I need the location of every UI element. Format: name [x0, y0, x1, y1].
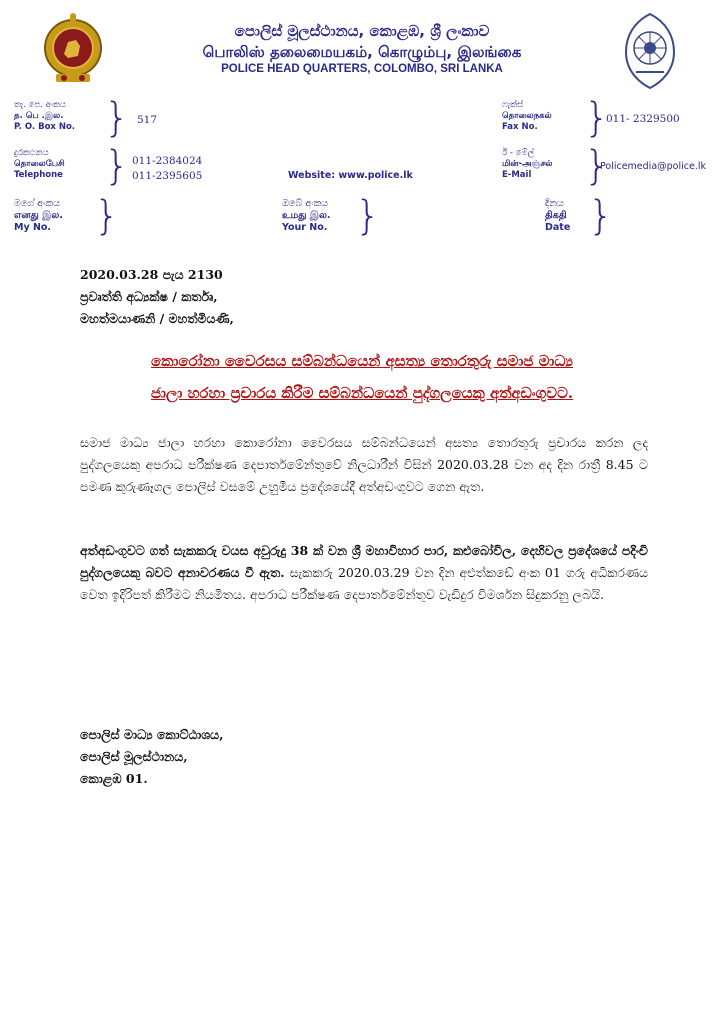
email-bracket: }	[584, 143, 610, 189]
email-value[interactable]: Policemedia@police.lk	[600, 161, 706, 172]
date-bracket: }	[588, 193, 614, 239]
letter-date-line: 2020.03.28 පැය 2130	[80, 267, 223, 282]
paragraph-2-bold: අත්අඩංගුවට ගත් සැකකරු වයස අවුරුදු 38 ක් වන ශ්‍රී මහාවිහාර පාර, කළුබෝවිල, දෙහිවල ප්‍රදේශයේ පදිංචි පුද්ගලයෙකු බවට අනාවරණය වී ඇත.	[80, 543, 648, 580]
your-no-bracket: }	[355, 193, 381, 239]
telephone-value-2: 011-2395605	[132, 170, 203, 182]
header-tamil-name: பொலிஸ் தலைமையகம், கொழும்பு, இலங்கை	[202, 43, 522, 61]
header-sinhala-name: පොලිස් මූලස්ථානය, කොළඹ, ශ්‍රී ලංකාව	[234, 22, 490, 40]
date-label: දිනය திகதி Date	[545, 198, 571, 233]
my-no-label: මගේ අංකය எனது இல. My No.	[14, 198, 63, 233]
telephone-label: දුරකථනය தொலைபேசி Telephone	[14, 148, 65, 180]
fax-value: 011- 2329500	[606, 113, 680, 125]
salutation-line-1: ප්‍රවෘත්ති අධ්‍යක්ෂ / කර්තෘ,	[80, 289, 218, 304]
fax-label: ෆැක්ස් தொலைநகல் Fax No.	[502, 100, 552, 132]
signature-line-1: පොලිස් මාධ්‍ය කොට්ඨාශය,	[80, 727, 224, 742]
fax-bracket: }	[584, 95, 610, 141]
my-no-bracket: }	[94, 193, 120, 239]
signature-line-3: කොළඹ 01.	[80, 771, 148, 786]
paragraph-2-rest: සැකකරු 2020.03.29 වන දින අළුත්කඩේ අංක 01 ගරු අධිකරණය වෙත ඉදිරිපත් කිරීමට නියමිතය. අපරාධ පරීක්ෂණ දෙපාර්තමේන්තුව වැඩිදුර විමර්ශන සිදුකරනු ලබයි.	[80, 565, 648, 602]
email-label: ඊ - මේල් மின்-அஞ்சல் E-Mail	[502, 148, 553, 180]
pobox-label: තැ. පෙ. අංකය த. பெ .இல. P. O. Box No.	[14, 100, 76, 132]
paragraph-2	[80, 540, 648, 606]
pobox-value: 517	[137, 114, 158, 126]
salutation-line-2: මහත්මයාණනි / මහත්මියණි,	[80, 311, 234, 326]
signature-line-2: පොලිස් මූලස්ථානය,	[80, 749, 188, 764]
letter-title-line-1: කොරෝනා වෛරසය සම්බන්ධයෙන් අසත්‍ය තොරතුරු සමාජ මාධ්‍ය	[151, 352, 573, 370]
telephone-bracket: }	[104, 143, 130, 189]
telephone-value-1: 011-2384024	[132, 155, 203, 167]
your-no-label: ඔබේ අංකය உமது இல. Your No.	[282, 198, 331, 233]
pobox-bracket: }	[104, 95, 130, 141]
website-text[interactable]: Website: www.police.lk	[288, 170, 413, 181]
letter-title-line-2: ජාලා හරහා ප්‍රචාරය කිරීම සම්බන්ධයෙන් පුද්ගලයෙකු අත්අඩංගුවට.	[150, 384, 574, 402]
paragraph-1: සමාජ මාධ්‍ය ජාලා හරහා කොරෝනා වෛරසය සම්බන්ධයෙන් අසත්‍ය තොරතුරු ප්‍රචාරය කරන ලද පුද්ගලයෙකු අපරාධ පරීක්ෂණ දෙපාර්තමේන්තුවේ නිලධාරීන් විසින් 2020.03.28 වන අද දින රාත්‍රී 8.45 ට පමණ කුරුණෑගල පොලිස් වසමේ උහුමීය ප්‍රදේශයේදී අත්අඩංගුවට ගෙන ඇත.	[80, 435, 648, 494]
header-english-name: POLICE HEAD QUARTERS, COLOMBO, SRI LANKA	[221, 63, 503, 75]
letter-title	[60, 345, 664, 409]
